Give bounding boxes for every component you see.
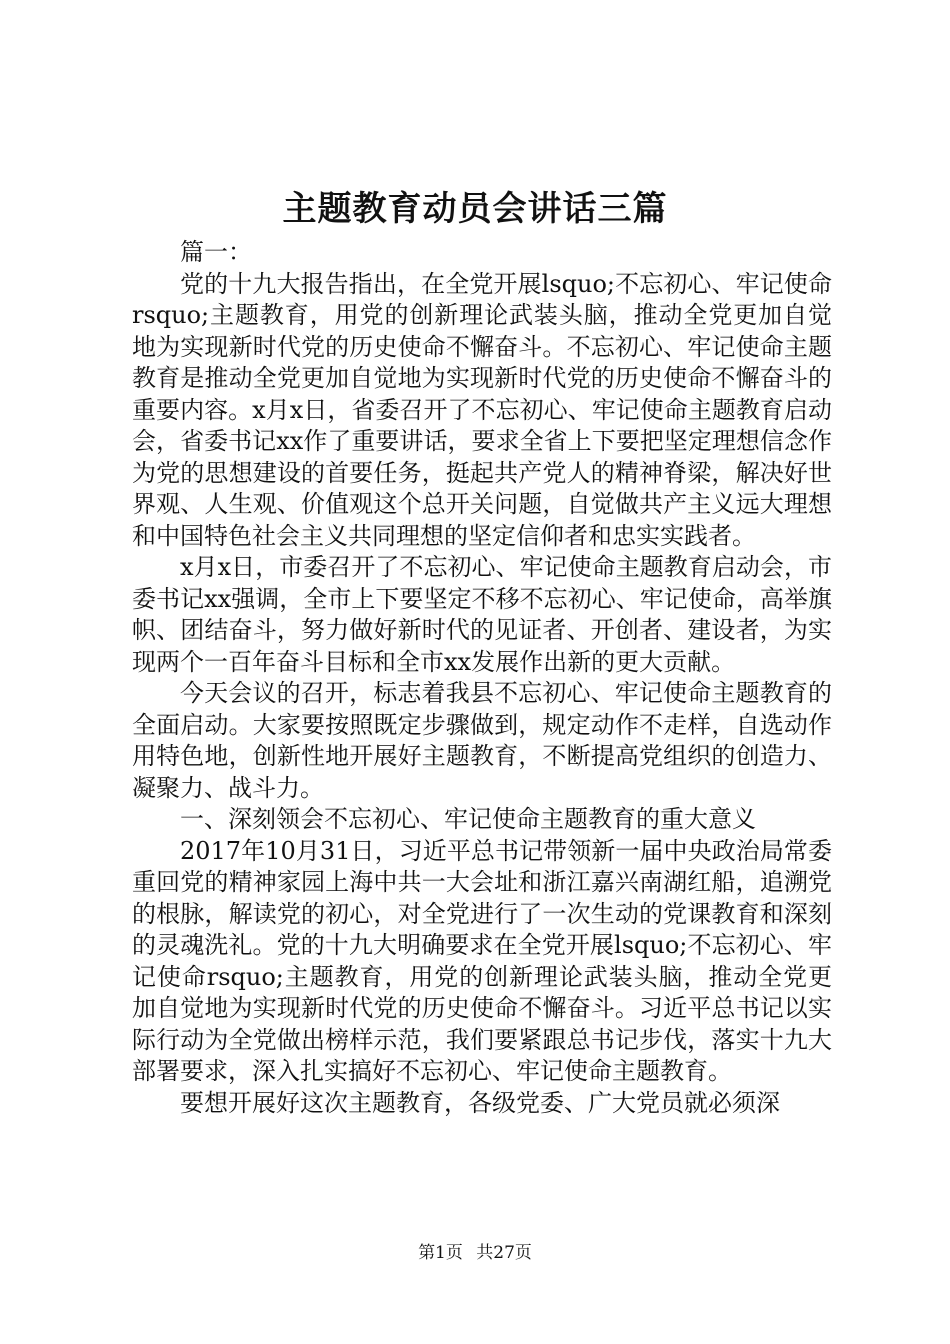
page-footer — [0, 1241, 950, 1265]
paragraph-section-label: 篇一： — [180, 238, 252, 266]
section-heading: 一、深刻领会不忘初心、牢记使命主题教育的重大意义 — [180, 805, 756, 833]
paragraph: 2017年10月31日，习近平总书记带领新一届中央政治局常委重回党的精神家园上海中共一大会址和浙江嘉兴南湖红船，追溯党的根脉，解读党的初心，对全党进行了一次生动的党课教育和深刻的灵魂洗礼。党的十九大明确要求在全党开展lsquo;不忘初心、牢记使命rsquo;主题教育，用党的创新理论武装头脑，推动全党更加自觉地为实现新时代党的历史使命不懈奋斗。习近平总书记以实际行动为全党做出榜样示范，我们要紧跟总书记步伐，落实十九大部署要求，深入扎实搞好不忘初心、牢记使命主题教育。 — [132, 836, 832, 1085]
paragraph: x月x日，市委召开了不忘初心、牢记使命主题教育启动会，市委书记xx强调，全市上下要坚定不移不忘初心、牢记使命，高举旗帜、团结奋斗，努力做好新时代的见证者、开创者、建设者，为实现两个一百年奋斗目标和全市xx发展作出新的更大贡献。 — [132, 553, 832, 676]
paragraph: 今天会议的召开，标志着我县不忘初心、牢记使命主题教育的全面启动。大家要按照既定步骤做到，规定动作不走样，自选动作用特色地，创新性地开展好主题教育，不断提高党组织的创造力、凝聚力、战斗力。 — [132, 679, 832, 802]
page-number: 第1页 — [418, 1243, 463, 1263]
document-title: 主题教育动员会讲话三篇 — [282, 189, 668, 229]
paragraph: 要想开展好这次主题教育，各级党委、广大党员就必须深 — [180, 1088, 780, 1117]
document-body — [132, 237, 832, 1119]
page-total: 共27页 — [476, 1243, 532, 1263]
paragraph: 党的十九大报告指出，在全党开展lsquo;不忘初心、牢记使命rsquo;主题教育，用党的创新理论武装头脑，推动全党更加自觉地为实现新时代党的历史使命不懈奋斗。不忘初心、牢记使命主题教育是推动全党更加自觉地为实现新时代党的历史使命不懈奋斗的重要内容。x月x日，省委召开了不忘初心、牢记使命主题教育启动会，省委书记xx作了重要讲话，要求全省上下要把坚定理想信念作为党的思想建设的首要任务，挺起共产党人的精神脊梁，解决好世界观、人生观、价值观这个总开关问题，自觉做共产主义远大理想和中国特色社会主义共同理想的坚定信仰者和忠实实践者。 — [132, 269, 832, 550]
